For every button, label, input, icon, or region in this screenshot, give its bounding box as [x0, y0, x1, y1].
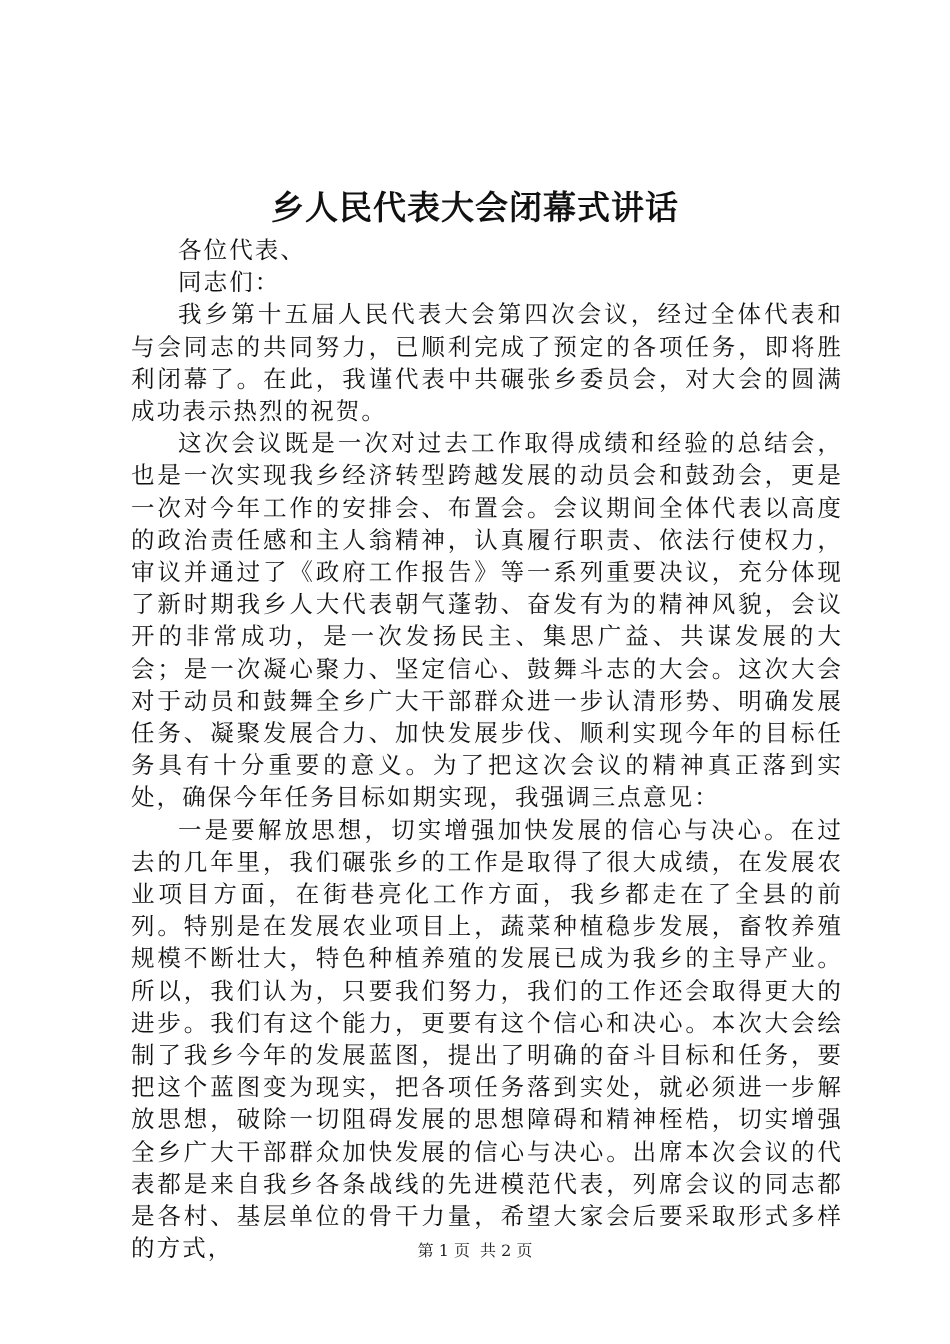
salutation-line-1: 各位代表、 — [178, 236, 306, 264]
page-total: 共 2 页 — [480, 1241, 533, 1260]
page-footer — [0, 1240, 950, 1262]
page-number: 第 1 页 — [417, 1241, 470, 1260]
paragraph-point-one: 一是要解放思想，切实增强加快发展的信心与决心。在过去的几年里，我们碾张乡的工作是取得了很大成绩，在发展农业项目方面，在街巷亮化工作方面，我乡都走在了全县的前列。特别是在发展农业项目上，蔬菜种植稳步发展，畜牧养殖规模不断壮大，特色种植养殖的发展已成为我乡的主导产业。所以，我们认为，只要我们努力，我们的工作还会取得更大的进步。我们有这个能力，更要有这个信心和决心。本次大会绘制了我乡今年的发展蓝图，提出了明确的奋斗目标和任务，要把这个蓝图变为现实，把各项任务落到实处，就必须进一步解放思想，破除一切阻碍发展的思想障碍和精神桎梏，切实增强全乡广大干部群众加快发展的信心与决心。出席本次会议的代表都是来自我乡各条战线的先进模范代表，列席会议的同志都是各村、基层单位的骨干力量，希望大家会后要采取形式多样的方式， — [131, 815, 843, 1263]
document-title: 乡人民代表大会闭幕式讲话 — [271, 188, 679, 227]
salutation-line-2: 同志们： — [178, 268, 281, 297]
paragraph-opening: 我乡第十五届人民代表大会第四次会议，经过全体代表和与会同志的共同努力，已顺利完成了预定的各项任务，即将胜利闭幕了。在此，我谨代表中共碾张乡委员会，对大会的圆满成功表示热烈的祝贺。 — [131, 300, 843, 426]
paragraph-meeting-summary: 这次会议既是一次对过去工作取得成绩和经验的总结会，也是一次实现我乡经济转型跨越发展的动员会和鼓劲会，更是一次对今年工作的安排会、布置会。会议期间全体代表以高度的政治责任感和主人翁精神，认真履行职责、依法行使权力，审议并通过了《政府工作报告》等一系列重要决议，充分体现了新时期我乡人大代表朝气蓬勃、奋发有为的精神风貌，会议开的非常成功，是一次发扬民主、集思广益、共谋发展的大会；是一次凝心聚力、坚定信心、鼓舞斗志的大会。这次大会对于动员和鼓舞全乡广大干部群众进一步认清形势、明确发展任务、凝聚发展合力、加快发展步伐、顺利实现今年的目标任务具有十分重要的意义。为了把这次会议的精神真正落到实处，确保今年任务目标如期实现，我强调三点意见： — [131, 429, 843, 812]
document-body — [131, 234, 843, 1265]
